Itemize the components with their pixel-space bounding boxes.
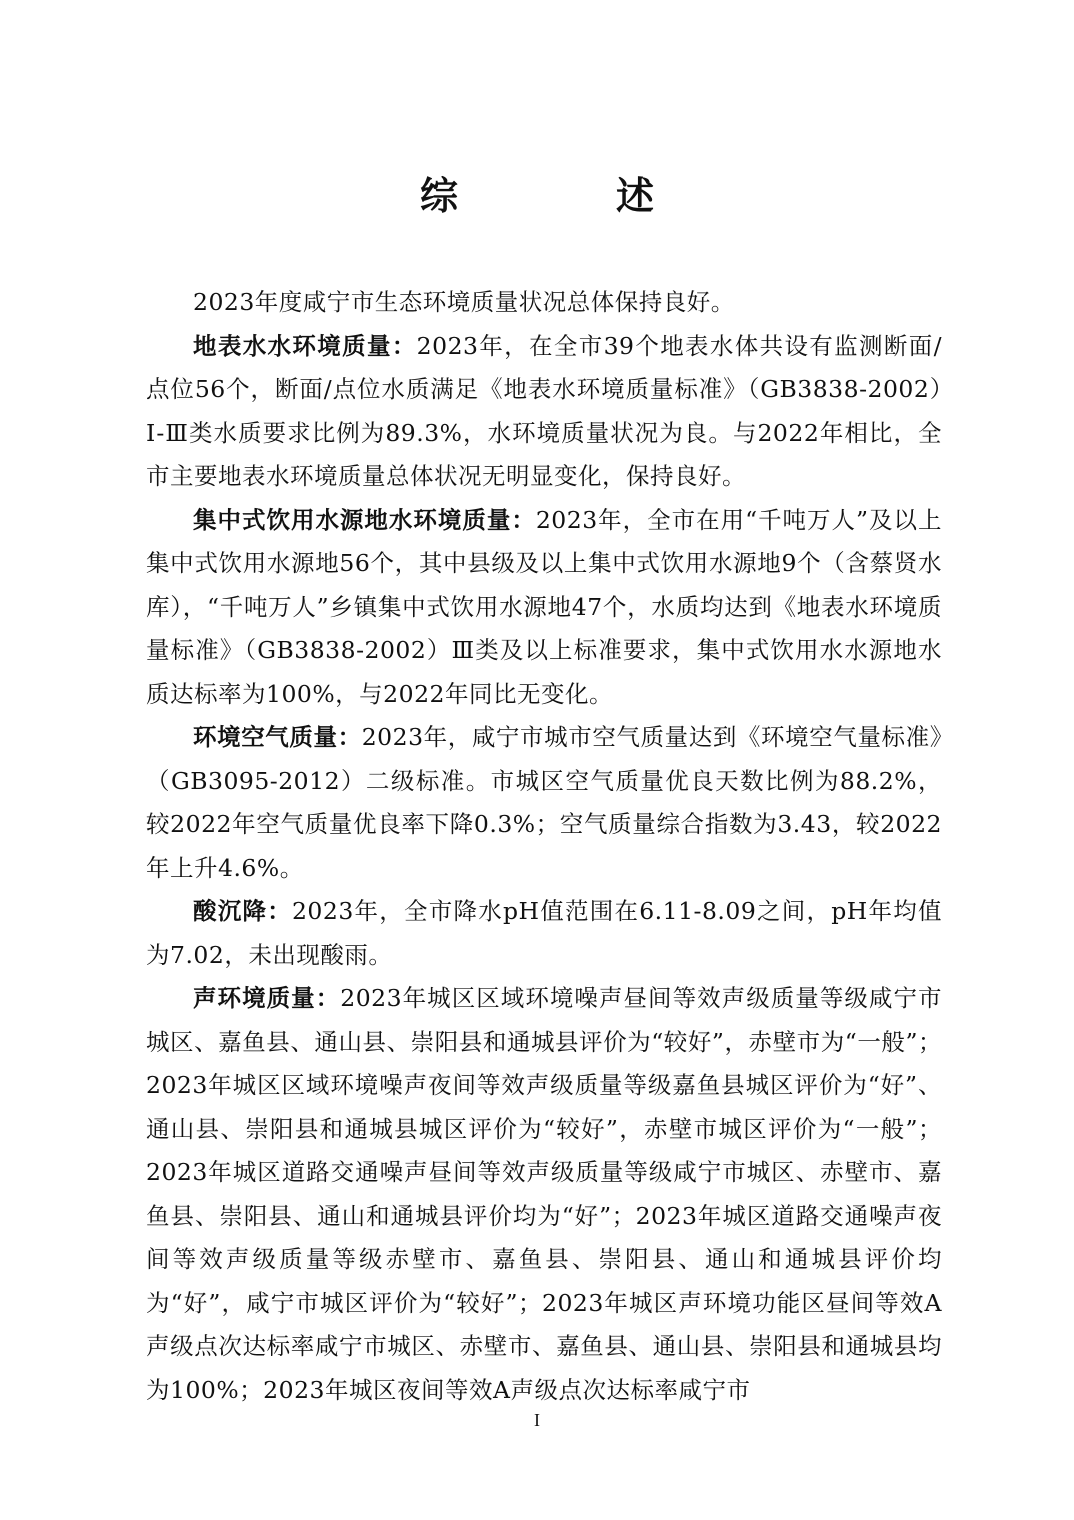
paragraph-surface-water [146, 325, 942, 499]
paragraph-air-quality [146, 716, 942, 890]
paragraph-text: 2023年，在全市39个地表水体共设有监测断面/点位56个，断面/点位水质满足《地表水环境质量标准》（GB3838-2002）Ⅰ-Ⅲ类水质要求比例为89.3%，水环境质量状况为良。与2022年相比，全市主要地表水环境质量总体状况无明显变化，保持良好。 [146, 331, 942, 490]
paragraph-noise [146, 977, 942, 1412]
paragraph-lead: 地表水水环境质量： [193, 331, 417, 360]
page-number: I [534, 1410, 540, 1430]
paragraph-drinking-water [146, 499, 942, 717]
paragraph-text: 2023年，全市在用“千吨万人”及以上集中式饮用水源地56个，其中县级及以上集中式饮用水源地9个（含蔡贤水库），“千吨万人”乡镇集中式饮用水源地47个，水质均达到《地表水环境质量标准》（GB3838-2002）Ⅲ类及以上标准要求，集中式饮用水水源地水质达标率为100%，与2022年同比无变化。 [146, 505, 942, 708]
paragraph-lead: 集中式饮用水源地水环境质量： [193, 505, 536, 534]
paragraph-text: 2023年，咸宁市城市空气质量达到《环境空气量标准》（GB3095-2012）二级标准。市城区空气质量优良天数比例为88.2%，较2022年空气质量优良率下降0.3%；空气质量综合指数为3.43，较2022年上升4.6%。 [146, 723, 943, 882]
paragraph-acid-deposition [146, 890, 942, 977]
paragraph-text: 2023年，全市降水pH值范围在6.11-8.09之间，pH年均值为7.02，未出现酸雨。 [146, 897, 943, 969]
page-title: 综 述 [419, 174, 714, 218]
paragraph-intro [146, 281, 942, 325]
paragraph-text: 2023年度咸宁市生态环境质量状况总体保持良好。 [193, 288, 735, 316]
paragraph-lead: 声环境质量： [193, 984, 341, 1012]
paragraph-lead: 酸沉降： [193, 897, 292, 925]
document-body [146, 281, 942, 1412]
paragraph-text: 2023年城区区域环境噪声昼间等效声级质量等级咸宁市城区、嘉鱼县、通山县、崇阳县和通城县评价为“较好”，赤壁市为“一般”；2023年城区区域环境噪声夜间等效声级质量等级嘉鱼县城区评价为“好”、通山县、崇阳县和通城县城区评价为“较好”，赤壁市城区评价为“一般”；2023年城区道路交通噪声昼间等效声级质量等级咸宁市城区、赤壁市、嘉鱼县、崇阳县、通山和通城县评价均为“好”；2023年城区道路交通噪声夜间等效声级质量等级赤壁市、嘉鱼县、崇阳县、通山和通城县评价均为“好”，咸宁市城区评价为“较好”；2023年城区声环境功能区昼间等效A声级点次达标率咸宁市城区、赤壁市、嘉鱼县、通山县、崇阳县和通城县均为100%；2023年城区夜间等效A声级点次达标率咸宁市 [146, 984, 943, 1404]
paragraph-lead: 环境空气质量： [193, 723, 362, 751]
